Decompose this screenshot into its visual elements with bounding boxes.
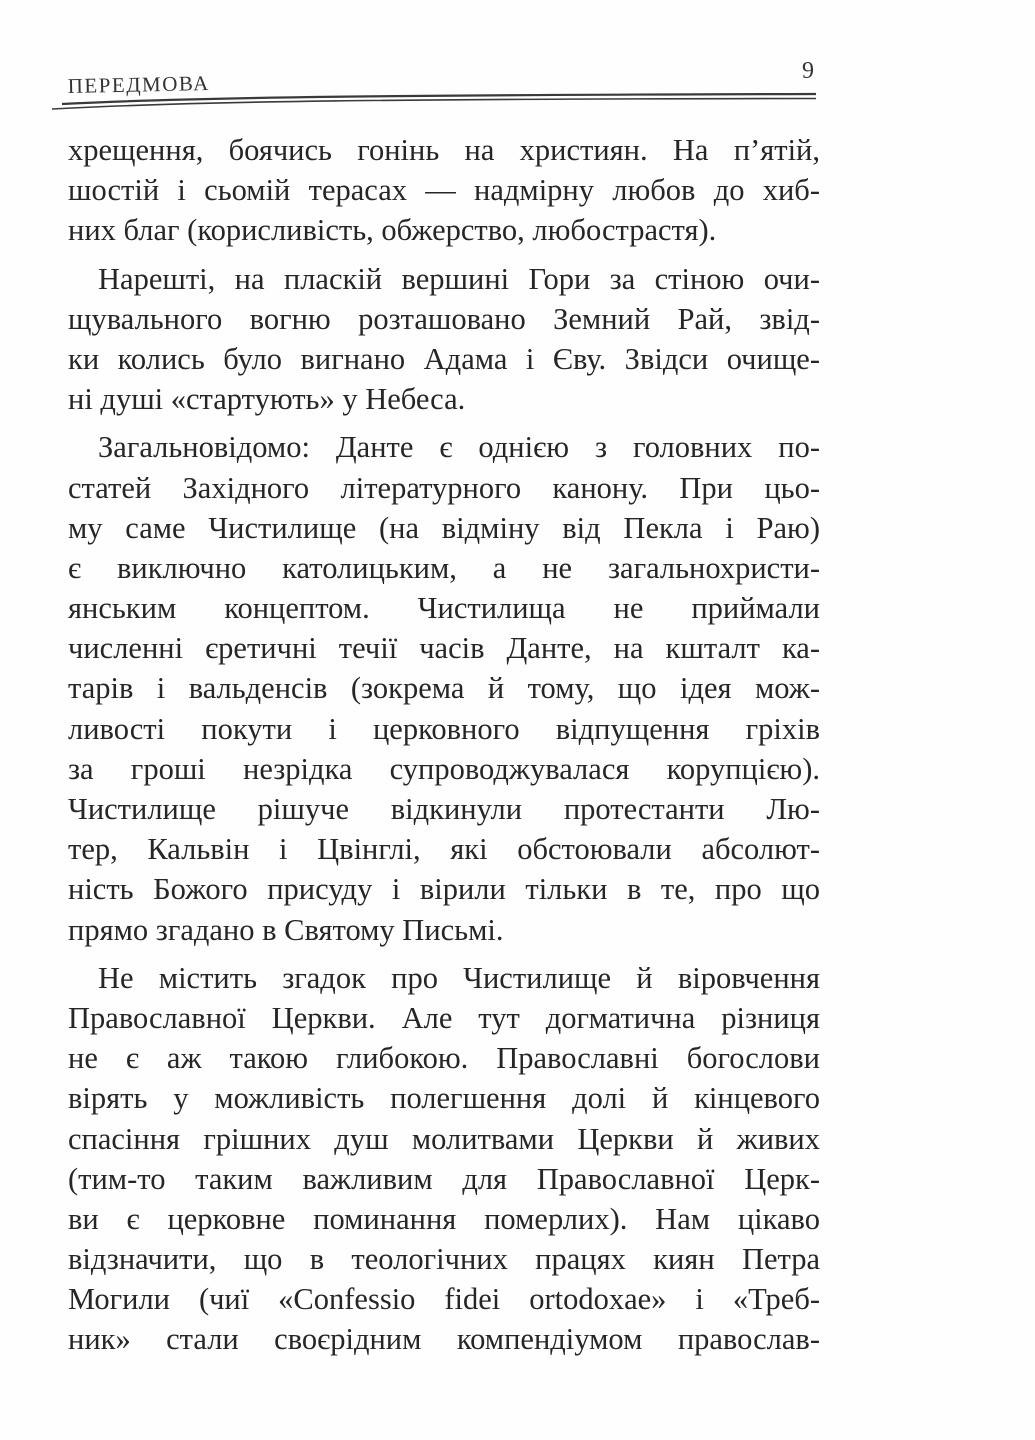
text-line: численні єретичні течії часів Данте, на кшталт ка- [68,631,820,666]
text-line: ність Божого присуду і вірили тільки в те, про що [68,872,820,907]
text-line: ки колись було вигнано Адама і Єву. Звідси очище- [68,341,820,376]
text-line: щувального вогню розташовано Земний Рай, звід- [68,301,820,336]
text-line: прямо згадано в Святому Письмі. [68,912,504,947]
paragraph-3 [68,427,820,949]
text-line: янським концептом. Чистилища не приймали [68,591,820,626]
text-line: Православної Церкви. Але тут догматична різниця [68,1000,820,1035]
text-line: ник» стали своєрідним компендіумом православ- [68,1322,820,1357]
text-line: тер, Кальвін і Цвінглі, які обстоювали абсолют- [68,832,820,867]
text-line: за гроші незрідка супроводжувалася корупцією). [68,751,820,786]
header-double-rule [0,0,1035,130]
body-text [68,130,820,1360]
paragraph-2 [68,259,820,420]
text-line: не є аж такою глибокою. Православні богослови [68,1041,820,1076]
text-line: (тим-то таким важливим для Православної Церк- [68,1161,820,1196]
text-line: відзначити, що в теологічних працях киян Петра [68,1242,820,1277]
text-line: є виключно католицьким, а не загальнохристи- [68,550,820,585]
paragraph-4 [68,958,820,1360]
text-line: тарів і вальденсів (зокрема й тому, що ідея мож- [68,671,820,706]
text-line: ви є церковне поминання померлих). Нам цікаво [68,1201,820,1236]
text-line: Нарешті, на плаcкій вершині Гори за стіною очи- [98,261,820,296]
text-line: вірять у можливість полегшення долі й кінцевого [68,1081,820,1116]
text-line: спасіння грішних душ молитвами Церкви й живих [68,1121,820,1156]
paragraph-1 [68,130,820,251]
text-line: статей Західного літературного канону. При цьо- [68,470,820,505]
text-line: му саме Чистилище (на відміну від Пекла і Раю) [68,510,820,545]
text-line: Не містить згадок про Чистилище й віровчення [98,960,820,995]
text-line: них благ (корисливість, обжерство, любострастя). [68,213,717,248]
text-line: шостій і сьомій терасах — надмірну любов до хиб- [68,173,820,208]
text-line: ні душі «стартують» у Небеса. [68,382,466,417]
text-line: Чистилище рішуче відкинули протестанти Лю- [68,792,820,826]
page-number: 9 [802,58,814,84]
text-line: хрещення, боячись гонінь на християн. На п’ятій, [68,133,820,167]
text-line: ливості покути і церковного відпущення гріхів [68,711,820,746]
text-line: Могили (чиї «Confessio fidei ortodoxae» і «Треб- [68,1282,820,1317]
running-title: ПЕРЕДМОВА [67,71,210,99]
text-line: Загальновідомо: Данте є однією з головних по- [98,430,820,465]
